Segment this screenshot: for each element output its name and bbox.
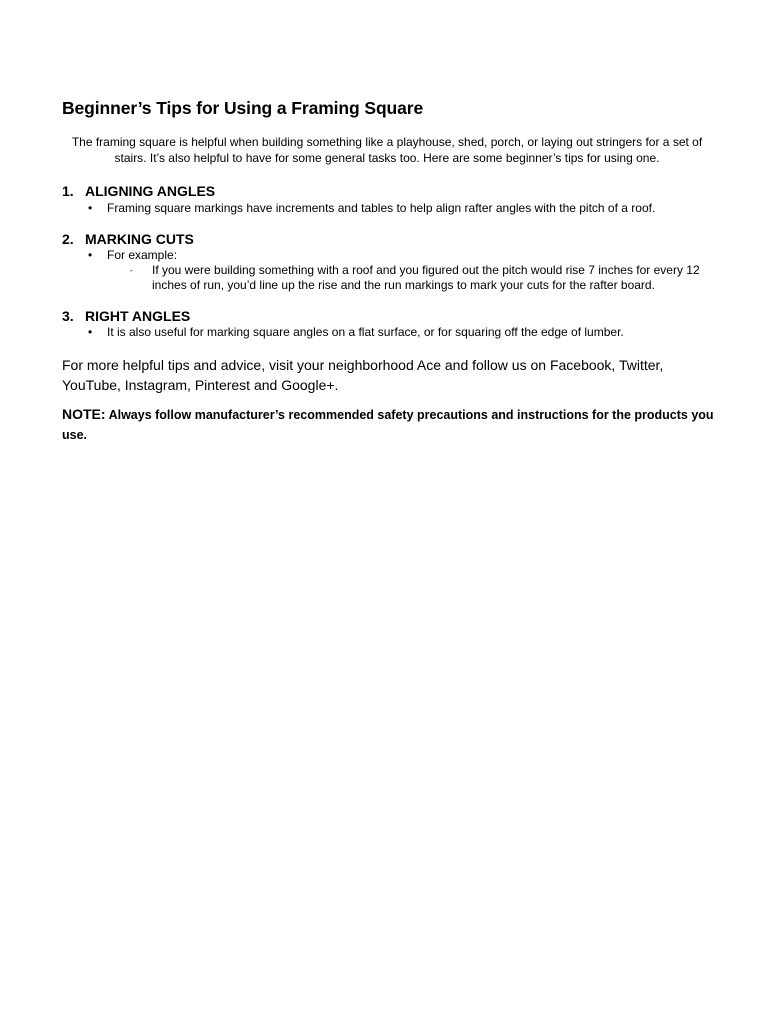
sub-list-item xyxy=(130,263,730,293)
section-title: ALIGNING ANGLES xyxy=(85,183,216,199)
list-item xyxy=(88,324,624,340)
bullet-text: It is also useful for marking square angles on a flat surface, or for squaring off the edge of lumber. xyxy=(107,325,624,339)
bullet-icon: • xyxy=(88,325,93,339)
bullet-text: Framing square markings have increments and tables to help align rafter angles with the pitch of a roof. xyxy=(107,201,656,215)
section-title: RIGHT ANGLES xyxy=(85,308,191,324)
sub-bullet-text: If you were building something with a roof and you figured out the pitch would rise 7 inches for every 12 inches of run, you’d line up the rise and the run markings to mark your cuts for the rafter board. xyxy=(152,263,700,292)
document-title: Beginner’s Tips for Using a Framing Square xyxy=(62,98,424,118)
bullet-icon: • xyxy=(88,201,93,215)
sub-bullet-icon: - xyxy=(130,266,133,275)
list-item xyxy=(88,247,177,263)
note-text: Always follow manufacturer’s recommended safety precautions and instructions for the products you use. xyxy=(62,408,714,442)
section-number: 3. xyxy=(62,308,74,324)
closing-paragraph: For more helpful tips and advice, visit your neighborhood Ace and follow us on Facebook, Twitter, YouTube, Instagram, Pinterest and Google+. xyxy=(62,357,664,393)
section-number: 2. xyxy=(62,231,74,247)
bullet-text: For example: xyxy=(107,248,178,262)
section-heading-aligning-angles xyxy=(62,183,215,199)
safety-note xyxy=(62,404,722,445)
note-label: NOTE: xyxy=(62,406,106,422)
section-number: 1. xyxy=(62,183,74,199)
bullet-icon: • xyxy=(88,248,93,262)
list-item xyxy=(88,200,655,216)
section-title: MARKING CUTS xyxy=(85,231,194,247)
intro-paragraph: The framing square is helpful when building something like a playhouse, shed, porch, or laying out stringers for a set of stairs. It’s also helpful to have for some general tasks too. Here are some beginner’s tips for using one. xyxy=(71,135,703,165)
section-heading-right-angles xyxy=(62,308,190,324)
section-heading-marking-cuts xyxy=(62,231,194,247)
